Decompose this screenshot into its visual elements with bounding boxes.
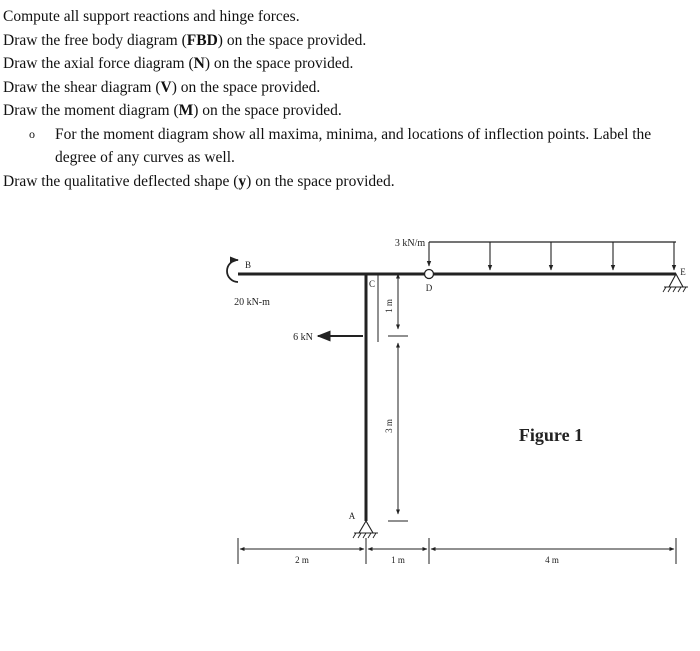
instruction-text: Compute all support reactions and hinge forces. xyxy=(3,8,300,25)
instruction-bold: M xyxy=(178,102,194,119)
figure-caption: Figure 1 xyxy=(518,425,584,445)
hinge-d xyxy=(425,270,434,279)
label-c: C xyxy=(368,279,376,289)
instruction-text: ) on the space provided. xyxy=(171,78,321,96)
dim-bottom-mid: 1 m xyxy=(391,555,405,565)
dim-vertical-bottom: 3 m xyxy=(384,419,394,433)
dim-bottom-right: 4 m xyxy=(545,555,559,565)
distributed-load-label: 3 kN/m xyxy=(394,238,426,249)
label-e: E xyxy=(680,267,686,277)
label-d: D xyxy=(425,283,433,293)
instruction-bold: N xyxy=(193,55,205,72)
pin-support-a xyxy=(353,521,378,538)
moment-load-label: 20 kN-m xyxy=(234,297,270,308)
instruction-text: Draw the moment diagram ( xyxy=(3,102,179,119)
dim-bottom-left: 2 m xyxy=(295,555,309,565)
instruction-text: Draw the free body diagram ( xyxy=(3,31,187,49)
instruction-text: Draw the shear diagram ( xyxy=(3,78,161,96)
instruction-bold: FBD xyxy=(186,31,218,49)
horizontal-dimension xyxy=(238,538,676,565)
instruction-text: ) on the space provided. xyxy=(246,172,395,190)
instruction-text: For the moment diagram show all maxima, minima, and locations of inflection points. Label the xyxy=(55,125,652,143)
dim-vertical-top: 1 m xyxy=(384,299,394,313)
point-load xyxy=(293,332,363,343)
distributed-load xyxy=(395,238,676,270)
label-b: B xyxy=(244,260,252,270)
instruction-text: ) on the space provided. xyxy=(204,55,354,72)
point-load-label: 6 kN xyxy=(293,332,313,343)
bullet-marker: o xyxy=(29,126,35,141)
instruction-text: degree of any curves as well. xyxy=(55,149,235,166)
instruction-text: Draw the axial force diagram ( xyxy=(3,55,194,72)
vertical-dimension xyxy=(378,274,408,521)
instruction-bold: y xyxy=(238,172,247,190)
instruction-text: ) on the space provided. xyxy=(193,102,342,119)
label-a: A xyxy=(348,511,356,521)
instruction-bold: V xyxy=(160,78,172,96)
instruction-text: ) on the space provided. xyxy=(217,31,367,49)
instruction-text: Draw the qualitative deflected shape ( xyxy=(3,172,239,190)
